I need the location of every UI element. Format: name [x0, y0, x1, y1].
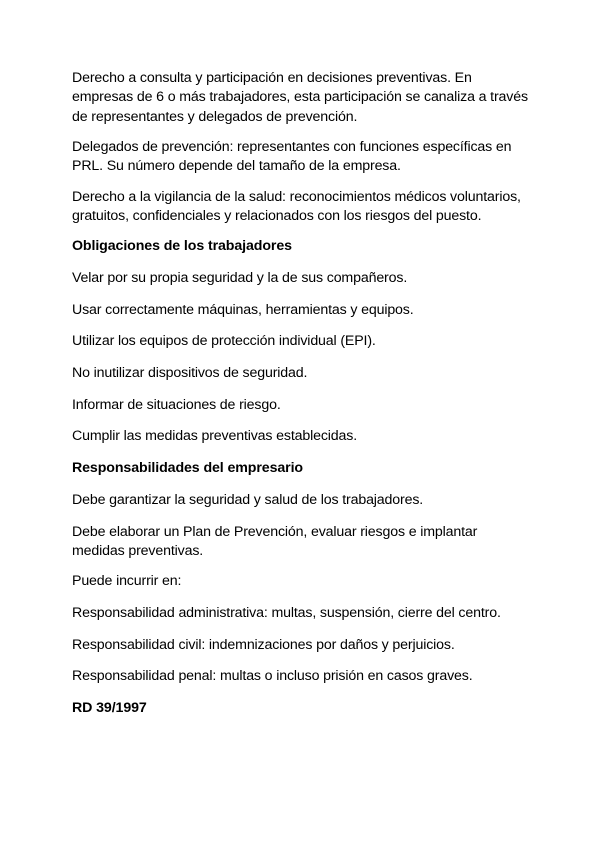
- obligacion-item: Informar de situaciones de riesgo.: [72, 396, 281, 413]
- heading-responsabilidades: Responsabilidades del empresario: [72, 460, 303, 477]
- heading-rd-39-1997: RD 39/1997: [72, 699, 147, 716]
- responsabilidad-item: Debe garantizar la seguridad y salud de los trabajadores.: [72, 491, 424, 508]
- responsabilidad-item: Responsabilidad administrativa: multas, suspensión, cierre del centro.: [72, 604, 501, 621]
- document-page: [72, 69, 528, 731]
- responsabilidad-item: Debe elaborar un Plan de Prevención, evaluar riesgos e implantar medidas preventivas.: [72, 523, 478, 559]
- paragraph-consulta: Derecho a consulta y participación en decisiones preventivas. En empresas de 6 o más trabajadores, esta participación se canaliza a través de representantes y delegados de prevención.: [72, 70, 528, 125]
- obligacion-item: No inutilizar dispositivos de seguridad.: [72, 365, 308, 382]
- responsabilidad-item: Responsabilidad civil: indemnizaciones por daños y perjuicios.: [72, 636, 455, 653]
- obligacion-item: Velar por su propia seguridad y la de sus compañeros.: [72, 269, 408, 286]
- responsabilidad-item: Responsabilidad penal: multas o incluso prisión en casos graves.: [72, 668, 473, 685]
- obligacion-item: Usar correctamente máquinas, herramientas y equipos.: [72, 301, 414, 318]
- paragraph-delegados: Delegados de prevención: representantes con funciones específicas en PRL. Su número depende del tamaño de la empresa.: [72, 139, 512, 175]
- obligacion-item: Utilizar los equipos de protección individual (EPI).: [72, 333, 376, 350]
- obligacion-item: Cumplir las medidas preventivas establecidas.: [72, 428, 358, 445]
- responsabilidad-item: Puede incurrir en:: [72, 573, 182, 590]
- heading-obligaciones: Obligaciones de los trabajadores: [72, 238, 292, 255]
- paragraph-vigilancia-salud: Derecho a la vigilancia de la salud: reconocimientos médicos voluntarios, gratuitos, confidenciales y relacionados con los riesgos del puesto.: [72, 188, 521, 225]
